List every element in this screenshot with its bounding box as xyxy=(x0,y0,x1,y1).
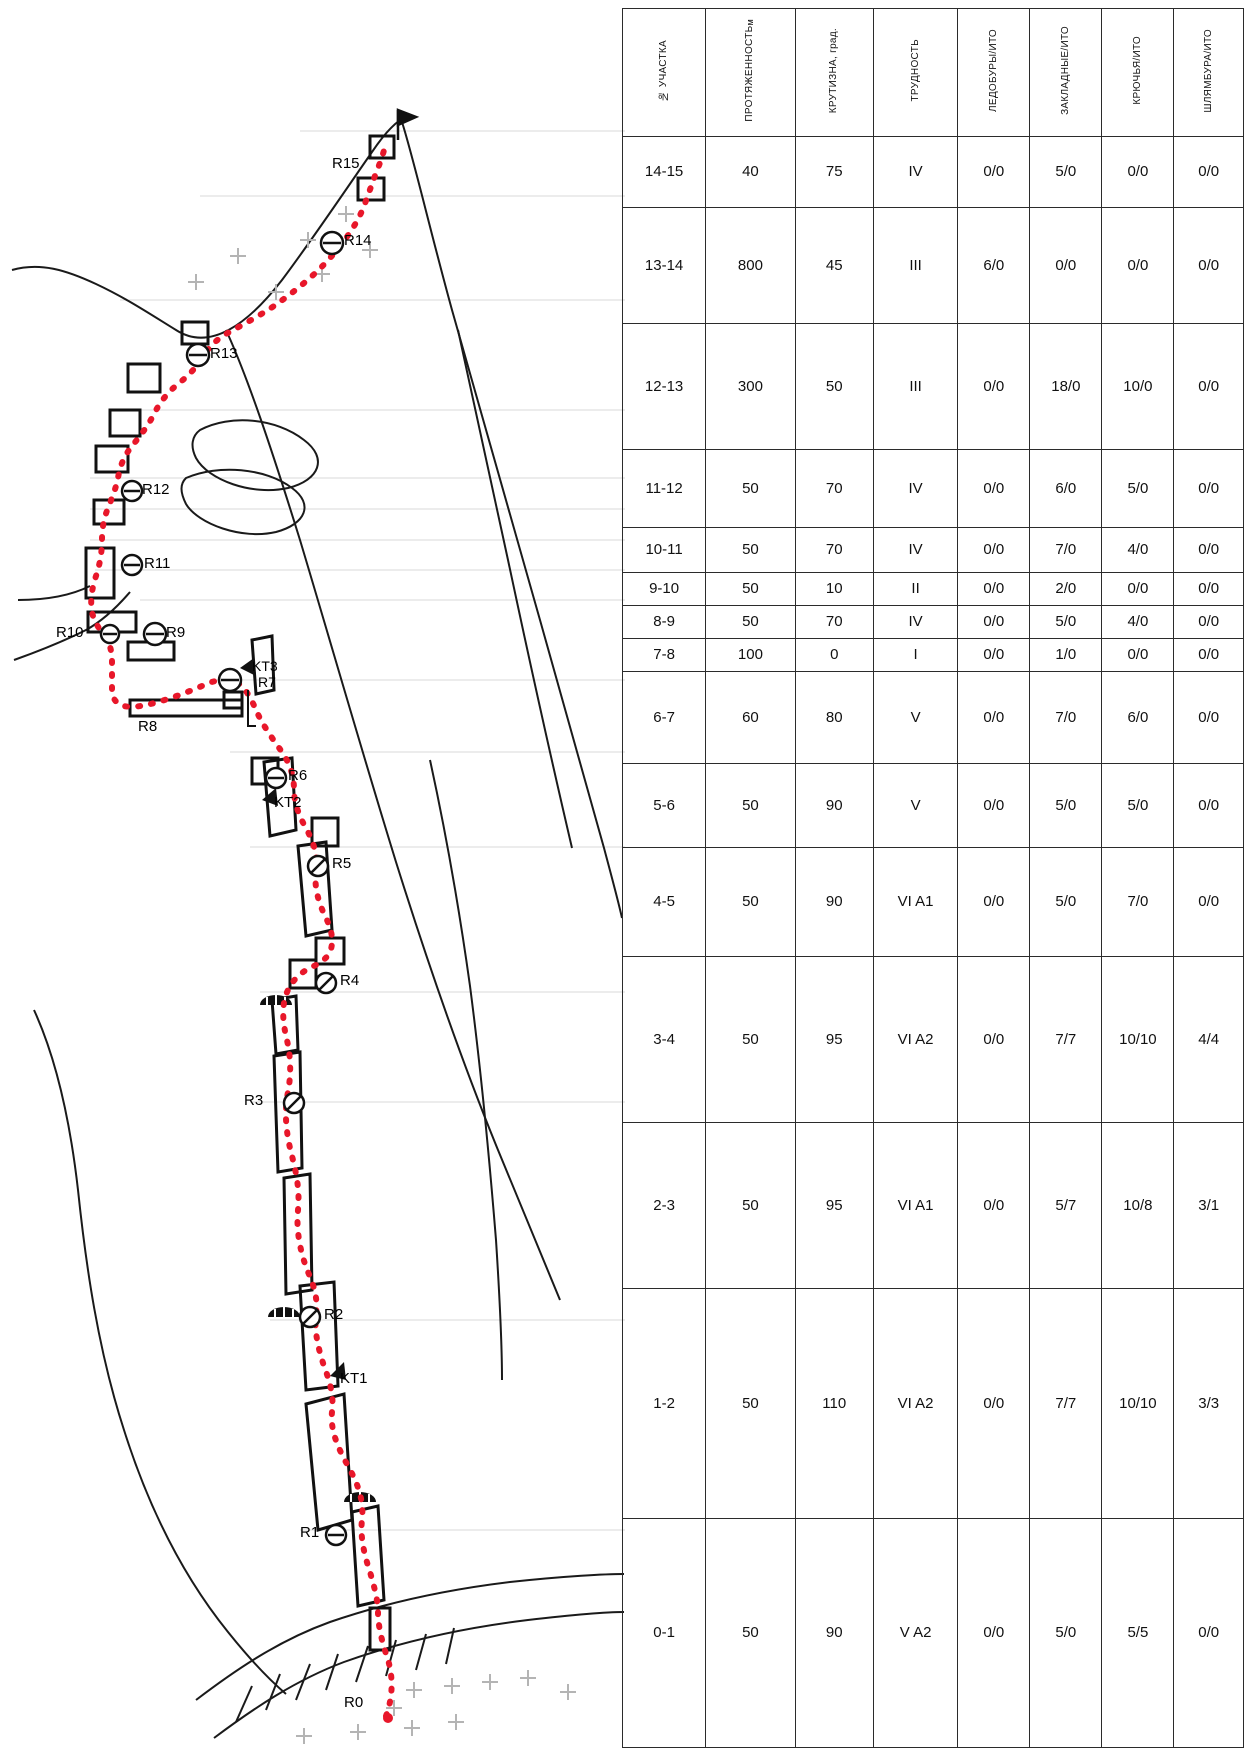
cell-pitons: 4/0 xyxy=(1102,605,1174,638)
cell-pitons: 0/0 xyxy=(1102,572,1174,605)
cell-bolts: 0/0 xyxy=(1174,527,1244,572)
cell-cams: 5/0 xyxy=(1030,764,1102,848)
cell-section: 13-14 xyxy=(623,208,706,324)
cell-ice: 0/0 xyxy=(958,572,1030,605)
cell-steepness: 110 xyxy=(795,1289,873,1518)
cell-section: 10-11 xyxy=(623,527,706,572)
cell-section: 8-9 xyxy=(623,605,706,638)
table-row xyxy=(623,323,1244,449)
cell-ice: 0/0 xyxy=(958,1289,1030,1518)
cell-cams: 5/0 xyxy=(1030,605,1102,638)
cell-steepness: 95 xyxy=(795,1123,873,1289)
cell-length: 800 xyxy=(706,208,795,324)
cell-ice: 0/0 xyxy=(958,323,1030,449)
cell-length: 100 xyxy=(706,639,795,672)
cell-length: 300 xyxy=(706,323,795,449)
cell-length: 50 xyxy=(706,1289,795,1518)
cell-section: 2-3 xyxy=(623,1123,706,1289)
cell-grade: V xyxy=(873,764,957,848)
route-diagram xyxy=(0,0,625,1754)
header-cams: ЗАКЛАДНЫЕ/ИТО xyxy=(1030,9,1102,137)
cell-cams: 7/7 xyxy=(1030,956,1102,1122)
cell-bolts: 3/1 xyxy=(1174,1123,1244,1289)
belay-label-R13: R13 xyxy=(210,345,238,362)
cell-grade: VI A1 xyxy=(873,847,957,956)
guide-lines xyxy=(90,131,625,1530)
cell-steepness: 75 xyxy=(795,137,873,208)
cell-cams: 18/0 xyxy=(1030,323,1102,449)
cell-length: 50 xyxy=(706,1123,795,1289)
cell-pitons: 4/0 xyxy=(1102,527,1174,572)
belay-label-R5: R5 xyxy=(332,855,352,872)
belay-label-R3: R3 xyxy=(244,1092,264,1109)
belay-label-KT1: KT1 xyxy=(340,1370,368,1387)
cell-bolts: 0/0 xyxy=(1174,323,1244,449)
cell-pitons: 10/0 xyxy=(1102,323,1174,449)
belay-label-R4: R4 xyxy=(340,972,360,989)
header-pitons: КРЮЧЬЯ/ИТО xyxy=(1102,9,1174,137)
header-ice-screws: ЛЕДОБУРЫ/ИТО xyxy=(958,9,1030,137)
cell-bolts: 0/0 xyxy=(1174,572,1244,605)
cell-pitons: 10/10 xyxy=(1102,1289,1174,1518)
table-header-row xyxy=(623,9,1244,137)
cell-cams: 7/7 xyxy=(1030,1289,1102,1518)
cell-ice: 0/0 xyxy=(958,672,1030,764)
cell-bolts: 0/0 xyxy=(1174,1518,1244,1747)
table-row xyxy=(623,956,1244,1122)
cell-section: 6-7 xyxy=(623,672,706,764)
overhang-symbols xyxy=(260,995,376,1502)
table-row xyxy=(623,847,1244,956)
belay-label-R15: R15 xyxy=(332,155,360,172)
cell-bolts: 0/0 xyxy=(1174,605,1244,638)
cell-pitons: 5/0 xyxy=(1102,764,1174,848)
cell-ice: 0/0 xyxy=(958,450,1030,528)
cell-bolts: 4/4 xyxy=(1174,956,1244,1122)
cell-cams: 6/0 xyxy=(1030,450,1102,528)
cell-ice: 0/0 xyxy=(958,639,1030,672)
cell-cams: 7/0 xyxy=(1030,672,1102,764)
cell-grade: VI A2 xyxy=(873,1289,957,1518)
cell-steepness: 80 xyxy=(795,672,873,764)
table-row xyxy=(623,605,1244,638)
cell-length: 50 xyxy=(706,1518,795,1747)
cell-section: 9-10 xyxy=(623,572,706,605)
cell-grade: IV xyxy=(873,527,957,572)
table-row xyxy=(623,137,1244,208)
cell-ice: 0/0 xyxy=(958,1123,1030,1289)
table-row xyxy=(623,1518,1244,1747)
cell-steepness: 95 xyxy=(795,956,873,1122)
table-row xyxy=(623,639,1244,672)
cell-grade: V xyxy=(873,672,957,764)
cell-grade: II xyxy=(873,572,957,605)
cell-length: 50 xyxy=(706,847,795,956)
cell-bolts: 0/0 xyxy=(1174,137,1244,208)
cell-ice: 0/0 xyxy=(958,137,1030,208)
cell-cams: 5/7 xyxy=(1030,1123,1102,1289)
belay-label-R6: R6 xyxy=(288,767,308,784)
header-length: ПРОТЯЖЕННОСТЬм xyxy=(706,9,795,137)
cell-grade: VI A1 xyxy=(873,1123,957,1289)
cell-ice: 0/0 xyxy=(958,527,1030,572)
cell-bolts: 0/0 xyxy=(1174,208,1244,324)
belay-label-R9: R9 xyxy=(166,624,186,641)
cell-pitons: 5/5 xyxy=(1102,1518,1174,1747)
table-row xyxy=(623,450,1244,528)
cell-cams: 5/0 xyxy=(1030,1518,1102,1747)
belay-label-R10: R10 xyxy=(56,624,84,641)
cell-bolts: 0/0 xyxy=(1174,672,1244,764)
belay-label-R11: R11 xyxy=(144,555,171,572)
belay-label-R14: R14 xyxy=(344,232,372,249)
belay-label-R2: R2 xyxy=(324,1306,344,1323)
cell-cams: 2/0 xyxy=(1030,572,1102,605)
cell-bolts: 3/3 xyxy=(1174,1289,1244,1518)
cell-steepness: 70 xyxy=(795,450,873,528)
belay-label-R8: R8 xyxy=(138,718,158,735)
cell-grade: I xyxy=(873,639,957,672)
cell-length: 40 xyxy=(706,137,795,208)
header-bolts: ШЛЯМБУРА/ИТО xyxy=(1174,9,1244,137)
cell-section: 0-1 xyxy=(623,1518,706,1747)
cell-steepness: 45 xyxy=(795,208,873,324)
belay-label-KT2: KT2 xyxy=(274,794,302,811)
cell-section: 1-2 xyxy=(623,1289,706,1518)
table-row xyxy=(623,527,1244,572)
cell-ice: 0/0 xyxy=(958,1518,1030,1747)
cell-bolts: 0/0 xyxy=(1174,639,1244,672)
cell-cams: 7/0 xyxy=(1030,527,1102,572)
cell-length: 50 xyxy=(706,572,795,605)
cell-cams: 5/0 xyxy=(1030,847,1102,956)
cell-steepness: 0 xyxy=(795,639,873,672)
table-row xyxy=(623,208,1244,324)
cell-section: 5-6 xyxy=(623,764,706,848)
table-row xyxy=(623,1123,1244,1289)
belay-label-R7: R7 xyxy=(258,674,276,690)
header-grade: ТРУДНОСТЬ xyxy=(873,9,957,137)
cell-bolts: 0/0 xyxy=(1174,764,1244,848)
belay-label-KT3: KT3 xyxy=(252,658,278,674)
cell-grade: III xyxy=(873,208,957,324)
cell-length: 50 xyxy=(706,450,795,528)
cell-steepness: 70 xyxy=(795,605,873,638)
cell-grade: VI A2 xyxy=(873,956,957,1122)
cell-ice: 6/0 xyxy=(958,208,1030,324)
cell-steepness: 90 xyxy=(795,1518,873,1747)
cell-section: 12-13 xyxy=(623,323,706,449)
table-row xyxy=(623,572,1244,605)
cell-cams: 0/0 xyxy=(1030,208,1102,324)
table-row xyxy=(623,1289,1244,1518)
pitch-table xyxy=(622,8,1244,1748)
cell-section: 11-12 xyxy=(623,450,706,528)
cell-section: 4-5 xyxy=(623,847,706,956)
cell-grade: IV xyxy=(873,605,957,638)
cell-pitons: 0/0 xyxy=(1102,639,1174,672)
pitch-table-container xyxy=(622,8,1244,1748)
snowfield-marks xyxy=(188,206,576,1744)
cell-pitons: 7/0 xyxy=(1102,847,1174,956)
table-row xyxy=(623,672,1244,764)
table-row xyxy=(623,764,1244,848)
belay-label-R12: R12 xyxy=(142,481,170,498)
climbing-route-line xyxy=(91,144,391,1716)
cell-section: 3-4 xyxy=(623,956,706,1122)
cell-length: 60 xyxy=(706,672,795,764)
cell-cams: 1/0 xyxy=(1030,639,1102,672)
cell-section: 14-15 xyxy=(623,137,706,208)
header-section: № УЧАСТКА xyxy=(623,9,706,137)
cell-pitons: 0/0 xyxy=(1102,137,1174,208)
cell-grade: III xyxy=(873,323,957,449)
cell-pitons: 10/10 xyxy=(1102,956,1174,1122)
belay-label-R0: R0 xyxy=(344,1694,364,1711)
cell-steepness: 70 xyxy=(795,527,873,572)
cell-length: 50 xyxy=(706,764,795,848)
cell-length: 50 xyxy=(706,605,795,638)
belay-label-R1: R1 xyxy=(300,1524,320,1541)
cell-grade: V A2 xyxy=(873,1518,957,1747)
cell-section: 7-8 xyxy=(623,639,706,672)
cell-bolts: 0/0 xyxy=(1174,847,1244,956)
cell-pitons: 6/0 xyxy=(1102,672,1174,764)
cell-bolts: 0/0 xyxy=(1174,450,1244,528)
cell-ice: 0/0 xyxy=(958,764,1030,848)
header-steepness: КРУТИЗНА, град. xyxy=(795,9,873,137)
cell-grade: IV xyxy=(873,450,957,528)
cell-ice: 0/0 xyxy=(958,847,1030,956)
cell-length: 50 xyxy=(706,527,795,572)
cell-pitons: 0/0 xyxy=(1102,208,1174,324)
cell-steepness: 50 xyxy=(795,323,873,449)
cell-ice: 0/0 xyxy=(958,956,1030,1122)
cell-pitons: 10/8 xyxy=(1102,1123,1174,1289)
cell-ice: 0/0 xyxy=(958,605,1030,638)
cell-steepness: 10 xyxy=(795,572,873,605)
rock-contours xyxy=(12,120,624,1738)
cell-grade: IV xyxy=(873,137,957,208)
cell-steepness: 90 xyxy=(795,847,873,956)
cell-pitons: 5/0 xyxy=(1102,450,1174,528)
cell-steepness: 90 xyxy=(795,764,873,848)
cell-length: 50 xyxy=(706,956,795,1122)
cell-cams: 5/0 xyxy=(1030,137,1102,208)
